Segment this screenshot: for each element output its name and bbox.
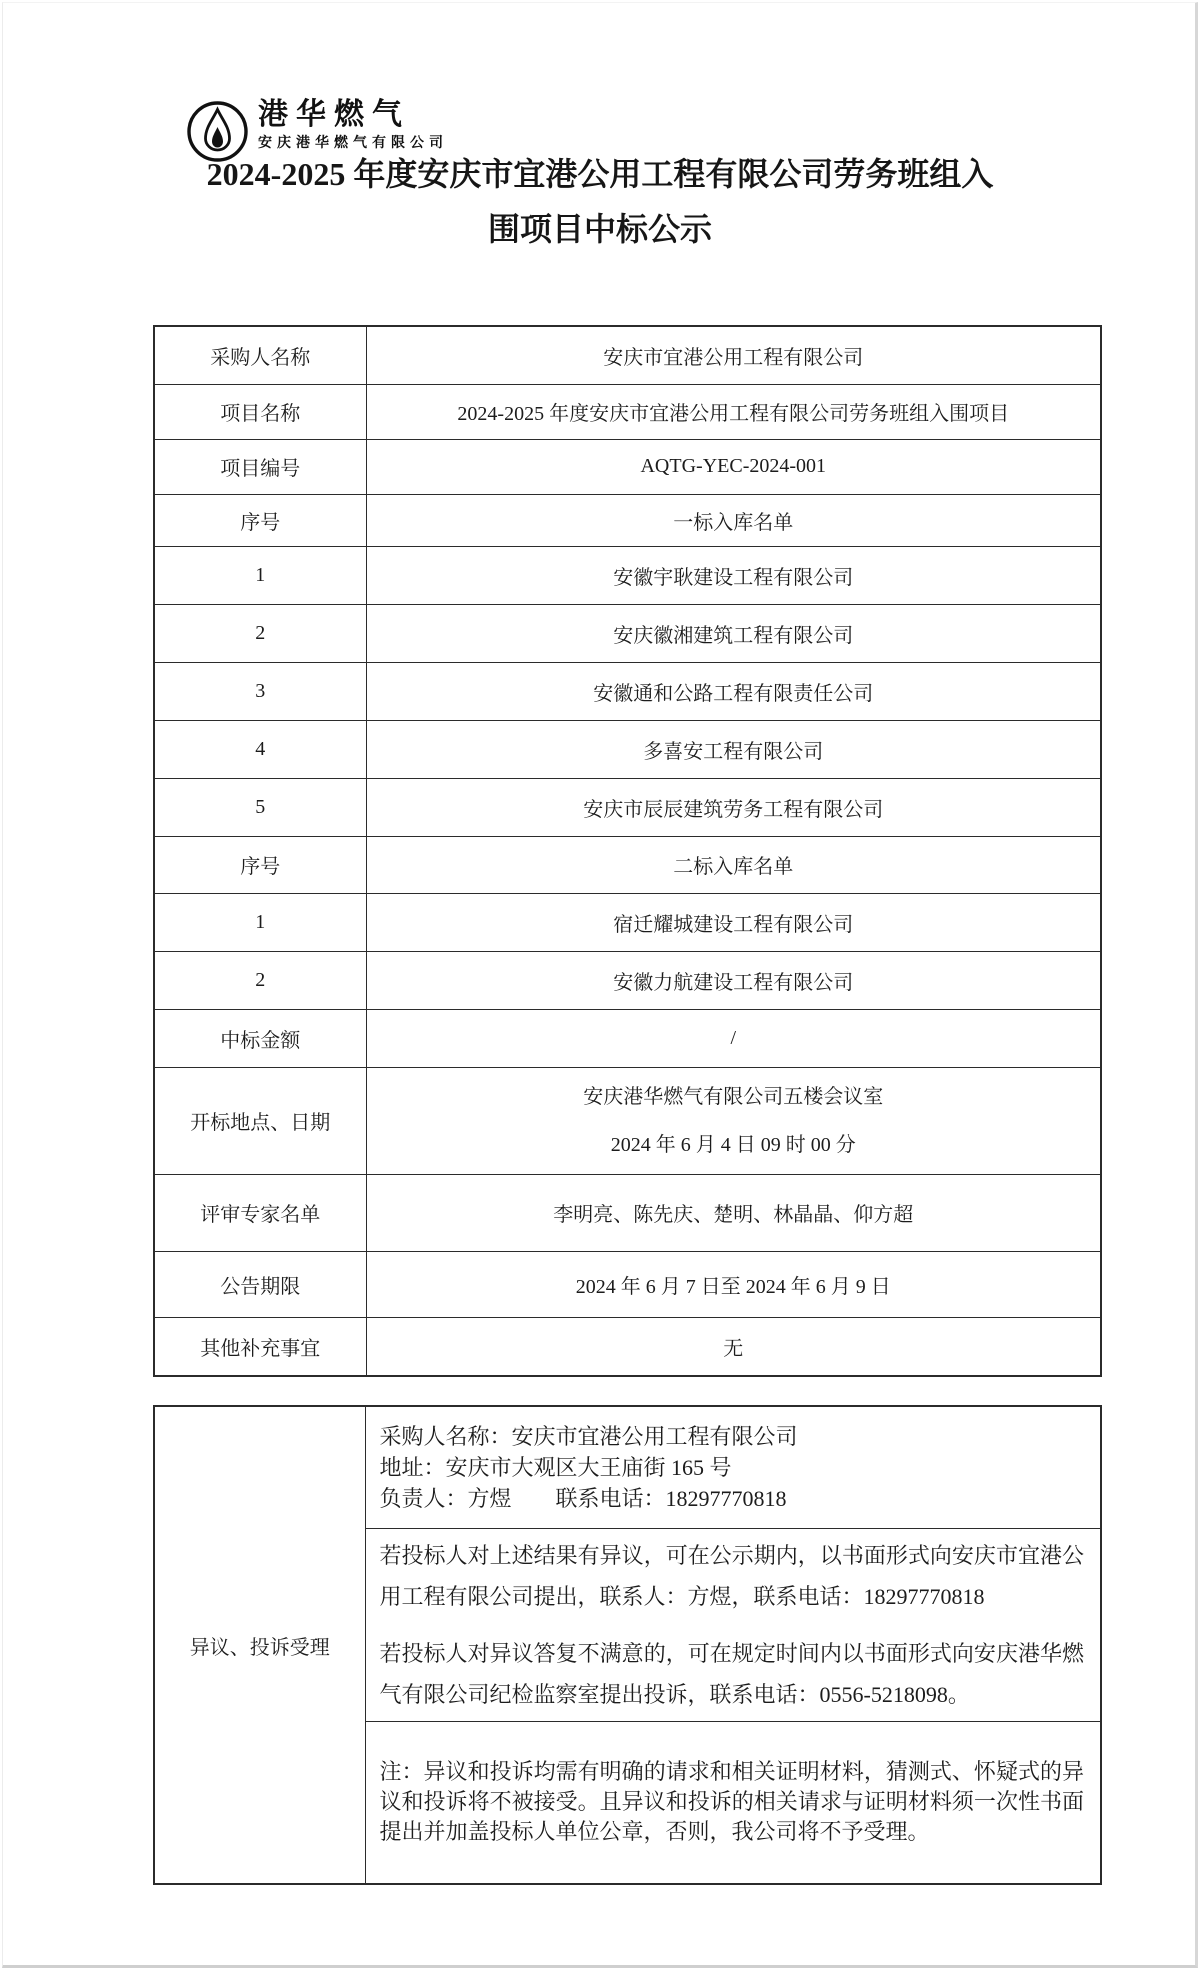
complaint-content bbox=[365, 1528, 1101, 1721]
row-label: 项目名称 bbox=[154, 384, 366, 439]
row-value: 一标入库名单 bbox=[366, 494, 1101, 546]
complaint-label: 异议、投诉受理 bbox=[154, 1406, 365, 1884]
row-label: 3 bbox=[154, 662, 366, 720]
table-row bbox=[154, 439, 1101, 494]
row-label: 序号 bbox=[154, 494, 366, 546]
row-value: 无 bbox=[366, 1317, 1101, 1376]
row-value: 安徽通和公路工程有限责任公司 bbox=[366, 662, 1101, 720]
row-value: 安庆徽湘建筑工程有限公司 bbox=[366, 604, 1101, 662]
row-label: 4 bbox=[154, 720, 366, 778]
row-value: 宿迁耀城建设工程有限公司 bbox=[366, 893, 1101, 951]
row-label: 评审专家名单 bbox=[154, 1174, 366, 1251]
row-value: 安庆市宜港公用工程有限公司 bbox=[366, 326, 1101, 384]
row-value bbox=[366, 1067, 1101, 1174]
row-value-line: 安庆港华燃气有限公司五楼会议室 bbox=[583, 1085, 884, 1108]
row-label: 1 bbox=[154, 893, 366, 951]
complaint-content bbox=[365, 1406, 1101, 1528]
row-label: 公告期限 bbox=[154, 1251, 366, 1317]
page-title-line2: 围项目中标公示 bbox=[487, 211, 712, 247]
row-value: 安庆市辰辰建筑劳务工程有限公司 bbox=[366, 778, 1101, 836]
table-row bbox=[154, 836, 1101, 893]
row-value: 安徽宇耿建设工程有限公司 bbox=[366, 546, 1101, 604]
table-row bbox=[154, 604, 1101, 662]
row-value-line: 2024 年 6 月 4 日 09 时 00 分 bbox=[610, 1133, 856, 1156]
main-table bbox=[153, 325, 1102, 1377]
row-value: 二标入库名单 bbox=[366, 836, 1101, 893]
logo-text bbox=[258, 98, 448, 150]
page-title-line1: 2024-2025 年度安庆市宜港公用工程有限公司劳务班组入 bbox=[206, 156, 994, 192]
content-line: 地址：安庆市大观区大王庙街 165 号 bbox=[379, 1454, 732, 1480]
row-value: 安徽力航建设工程有限公司 bbox=[366, 951, 1101, 1009]
table-row bbox=[154, 1009, 1101, 1067]
content-line: 采购人名称：安庆市宜港公用工程有限公司 bbox=[379, 1423, 798, 1449]
content-line: 负责人：方煜 联系电话：18297770818 bbox=[379, 1485, 787, 1511]
row-label: 其他补充事宜 bbox=[154, 1317, 366, 1376]
table-row bbox=[154, 1406, 1101, 1528]
row-label: 2 bbox=[154, 604, 366, 662]
table-row bbox=[154, 1174, 1101, 1251]
page-title bbox=[0, 147, 1200, 257]
row-label: 序号 bbox=[154, 836, 366, 893]
table-row bbox=[154, 893, 1101, 951]
row-label: 项目编号 bbox=[154, 439, 366, 494]
logo-subtitle: 安庆港华燃气有限公司 bbox=[258, 134, 448, 150]
row-value: / bbox=[366, 1009, 1101, 1067]
table-row bbox=[154, 778, 1101, 836]
table-row bbox=[154, 720, 1101, 778]
complaint-content bbox=[365, 1721, 1101, 1884]
table-row bbox=[154, 662, 1101, 720]
table-row bbox=[154, 1067, 1101, 1174]
table-row bbox=[154, 1251, 1101, 1317]
complaint-table bbox=[153, 1405, 1102, 1885]
row-value: 2024-2025 年度安庆市宜港公用工程有限公司劳务班组入围项目 bbox=[366, 384, 1101, 439]
table-row bbox=[154, 384, 1101, 439]
content-paragraph: 若投标人对异议答复不满意的，可在规定时间内以书面形式向安庆港华燃气有限公司纪检监察室提出投诉，联系电话：0556-5218098。 bbox=[379, 1640, 1084, 1707]
table-row bbox=[154, 1317, 1101, 1376]
table-row bbox=[154, 494, 1101, 546]
row-label: 2 bbox=[154, 951, 366, 1009]
row-label: 1 bbox=[154, 546, 366, 604]
row-label: 开标地点、日期 bbox=[154, 1067, 366, 1174]
row-value: AQTG-YEC-2024-001 bbox=[366, 439, 1101, 494]
logo-brand: 港华燃气 bbox=[258, 98, 410, 131]
row-label: 中标金额 bbox=[154, 1009, 366, 1067]
content-paragraph: 注：异议和投诉均需有明确的请求和相关证明材料，猜测式、怀疑式的异议和投诉将不被接受。且异议和投诉的相关请求与证明材料须一次性书面提出并加盖投标人单位公章，否则，我公司将不予受理。 bbox=[379, 1759, 1084, 1845]
table-row bbox=[154, 326, 1101, 384]
row-label: 5 bbox=[154, 778, 366, 836]
row-value: 多喜安工程有限公司 bbox=[366, 720, 1101, 778]
content-paragraph: 若投标人对上述结果有异议，可在公示期内，以书面形式向安庆市宜港公用工程有限公司提出，联系人：方煜，联系电话：18297770818 bbox=[379, 1542, 1084, 1609]
table-row bbox=[154, 951, 1101, 1009]
row-value: 李明亮、陈先庆、楚明、林晶晶、仰方超 bbox=[366, 1174, 1101, 1251]
table-row bbox=[154, 546, 1101, 604]
row-label: 采购人名称 bbox=[154, 326, 366, 384]
row-value: 2024 年 6 月 7 日至 2024 年 6 月 9 日 bbox=[366, 1251, 1101, 1317]
